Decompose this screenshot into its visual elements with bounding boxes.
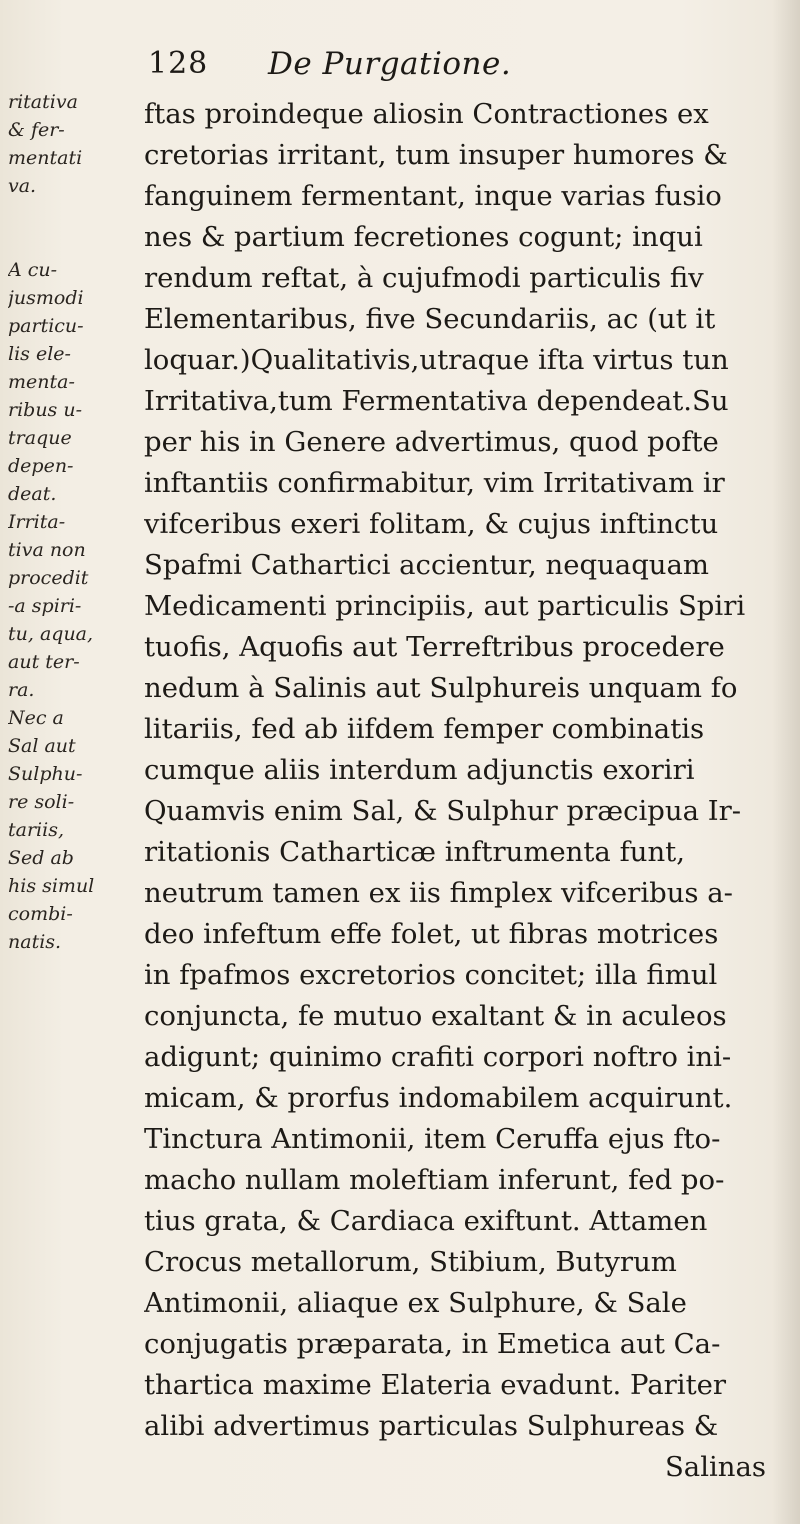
margin-note-line: particu-	[8, 315, 84, 337]
margin-note-line: A cu-	[8, 259, 58, 281]
text-line: adigunt; quinimo crafiti corpori noftro ini-	[144, 1041, 732, 1073]
margin-note-line: & fer-	[8, 119, 65, 141]
margin-note-line: his simul	[8, 875, 95, 897]
text-line: inftantiis confirmabitur, vim Irritativam ir	[144, 467, 725, 499]
margin-note-line: menta-	[8, 371, 75, 393]
text-line: cretorias irritant, tum insuper humores &	[144, 139, 728, 171]
margin-note-line: Sal aut	[8, 735, 76, 757]
text-line: nes & partium fecretiones cogunt; inqui	[144, 221, 703, 253]
text-line: micam, & prorfus indomabilem acquirunt.	[144, 1082, 733, 1114]
text-line: in fpafmos excretorios concitet; illa fimul	[144, 959, 718, 991]
margin-note-line: Irrita-	[8, 511, 66, 533]
margin-note-line	[8, 228, 126, 256]
margin-note-line: va.	[8, 175, 37, 197]
text-line: macho nullam moleftiam inferunt, fed po-	[144, 1164, 725, 1196]
text-line: loquar.)Qualitativis,utraque ifta virtus tun	[144, 344, 729, 376]
body-text	[144, 94, 784, 1488]
margin-note-line: ritativa	[8, 91, 78, 113]
text-line: nedum à Salinis aut Sulphureis unquam fo	[144, 672, 738, 704]
margin-note-line: Sed ab	[8, 847, 74, 869]
margin-note-line: -a spiri-	[8, 595, 82, 617]
margin-note-line: natis.	[8, 931, 62, 953]
margin-note-line: deat.	[8, 483, 57, 505]
margin-note-line: ra.	[8, 679, 35, 701]
text-line: vifceribus exeri folitam, & cujus inftinctu	[144, 508, 719, 540]
page-header	[148, 46, 768, 90]
margin-note-line: ribus u-	[8, 399, 83, 421]
margin-note-line	[8, 200, 126, 228]
text-line: Spafmi Cathartici accientur, nequaquam	[144, 549, 709, 581]
text-line: Salinas	[664, 1451, 766, 1483]
margin-notes	[8, 88, 126, 956]
text-line: ftas proindeque aliosin Contractiones ex	[144, 98, 709, 130]
margin-note-line: lis ele-	[8, 343, 71, 365]
margin-note-line: tu, aqua,	[8, 623, 94, 645]
text-line: fanguinem fermentant, inque varias fusio	[144, 180, 722, 212]
running-head: De Purgatione.	[268, 46, 512, 82]
text-line: deo infeftum effe folet, ut fibras motrices	[144, 918, 719, 950]
text-line: Quamvis enim Sal, & Sulphur præcipua Ir-	[144, 795, 742, 827]
margin-note-line: procedit	[8, 567, 89, 589]
margin-note-line: jusmodi	[8, 287, 84, 309]
text-line: thartica maxime Elateria evadunt. Pariter	[144, 1369, 727, 1401]
margin-note-line: traque	[8, 427, 72, 449]
margin-note-line: re soli-	[8, 791, 75, 813]
page-number: 128	[148, 46, 209, 81]
text-line: Elementaribus, five Secundariis, ac (ut it	[144, 303, 716, 335]
margin-note-line: combi-	[8, 903, 73, 925]
text-line: litariis, fed ab iifdem femper combinatis	[144, 713, 705, 745]
margin-note-line: tariis,	[8, 819, 64, 841]
text-line: tius grata, & Cardiaca exiftunt. Attamen	[144, 1205, 708, 1237]
text-line: rendum reftat, à cujufmodi particulis fiv	[144, 262, 704, 294]
margin-note-line: mentati	[8, 147, 83, 169]
margin-note-line: depen-	[8, 455, 74, 477]
text-line: per his in Genere advertimus, quod pofte	[144, 426, 719, 458]
text-line: Antimonii, aliaque ex Sulphure, & Sale	[144, 1287, 687, 1319]
text-line: neutrum tamen ex iis fimplex vifceribus a-	[144, 877, 733, 909]
text-line: Irritativa,tum Fermentativa dependeat.Su	[144, 385, 729, 417]
margin-note-line: tiva non	[8, 539, 86, 561]
text-line: Medicamenti principiis, aut particulis Spiri	[144, 590, 746, 622]
text-line: alibi advertimus particulas Sulphureas &	[144, 1410, 719, 1442]
text-line: Crocus metallorum, Stibium, Butyrum	[144, 1246, 677, 1278]
text-line: cumque aliis interdum adjunctis exoriri	[144, 754, 695, 786]
margin-note-line: Nec a	[8, 707, 64, 729]
text-line: ritationis Catharticæ inftrumenta funt,	[144, 836, 685, 868]
margin-note-line: Sulphu-	[8, 763, 83, 785]
page-edge-shadow	[772, 0, 800, 1524]
text-line: tuofis, Aquofis aut Terreftribus procedere	[144, 631, 725, 663]
text-line: Tinctura Antimonii, item Ceruffa ejus fto-	[144, 1123, 721, 1155]
text-line: conjuncta, fe mutuo exaltant & in aculeos	[144, 1000, 727, 1032]
text-line: conjugatis præparata, in Emetica aut Ca-	[144, 1328, 721, 1360]
margin-note-line: aut ter-	[8, 651, 80, 673]
